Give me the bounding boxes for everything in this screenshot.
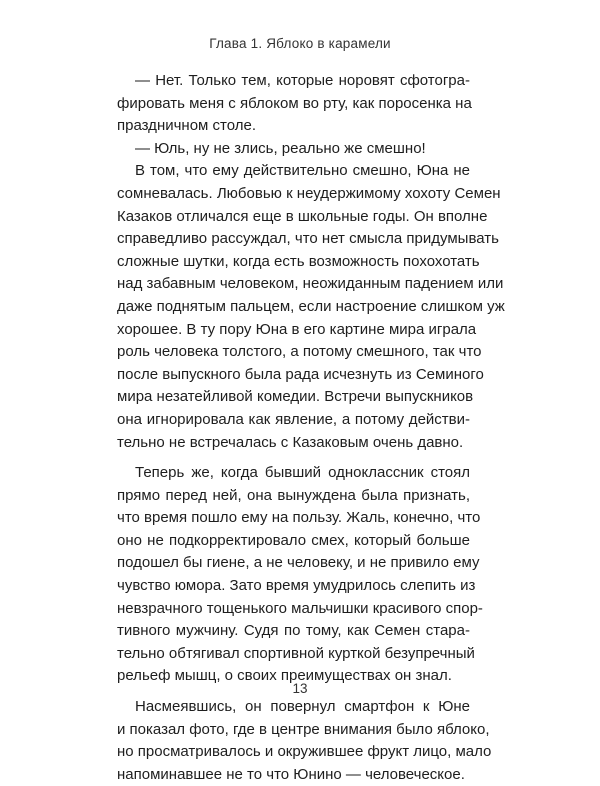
text-line: Насмеявшись, он повернул смартфон к Юне [135, 698, 470, 716]
text-line: справедливо рассуждал, что нет смысла придумывать [117, 230, 499, 248]
text-line: тельно обтягивал спортивной курткой безупречный [117, 644, 475, 662]
text-line: мира незатейливой комедии. Встречи выпускников [117, 388, 474, 406]
text-line: оно не подкорректировало смех, который больше [117, 531, 470, 549]
text-line: сомневалась. Любовью к неудержимому хохоту Семен [117, 184, 501, 202]
text-line: В том, что ему действительно смешно, Юна не [135, 162, 470, 180]
page-number: 13 [292, 681, 308, 696]
text-line: напоминавшее не то что Юнино — человеческое. [117, 765, 465, 783]
text-line: праздничном столе. [117, 117, 256, 135]
running-head: Глава 1. Яблоко в карамели [209, 36, 391, 51]
text-line: — Юль, ну не злись, реально же смешно! [135, 139, 426, 157]
text-line: и показал фото, где в центре внимания было яблоко, [117, 720, 490, 738]
text-line: рельеф мышц, о своих преимуществах он знал. [117, 667, 452, 685]
text-line: после выпускного была рада исчезнуть из Семиного [117, 365, 484, 383]
text-line: Теперь же, когда бывший одноклассник стоял [135, 464, 470, 482]
text-line: сложные шутки, когда есть возможность похохотать [117, 252, 480, 270]
text-line: над забавным человеком, неожиданным падением или [117, 275, 504, 293]
text-line: тивного мужчину. Судя по тому, как Семен стара- [117, 622, 470, 640]
text-line: невзрачного тощенького мальчишки красивого спор- [117, 599, 483, 617]
text-line: тельно не встречалась с Казаковым очень давно. [117, 433, 464, 451]
text-line: даже поднятым пальцем, если настроение слишком уж [117, 297, 505, 315]
text-line: — Нет. Только тем, которые норовят сфотогра- [135, 72, 470, 89]
text-line: Казаков отличался еще в школьные годы. Он вполне [117, 207, 488, 225]
text-line: но просматривалось и окружившее фрукт лицо, мало [117, 743, 492, 761]
text-line: что время пошло ему на пользу. Жаль, конечно, что [117, 509, 481, 527]
text-line: чувство юмора. Зато время умудрилось слепить из [117, 577, 476, 595]
text-line: подошел бы гиене, а не человеку, и не привило ему [117, 554, 480, 572]
text-line: прямо перед ней, она вынуждена была признать, [117, 486, 470, 504]
text-line: хорошее. В ту пору Юна в его картине мира играла [117, 320, 477, 338]
text-line: фировать меня с яблоком во рту, как поросенка на [117, 94, 472, 112]
text-line: она игнорировала как явление, а потому действи- [117, 410, 470, 428]
body-text [117, 70, 505, 786]
text-line: роль человека толстого, а потому смешного, так что [117, 343, 482, 361]
